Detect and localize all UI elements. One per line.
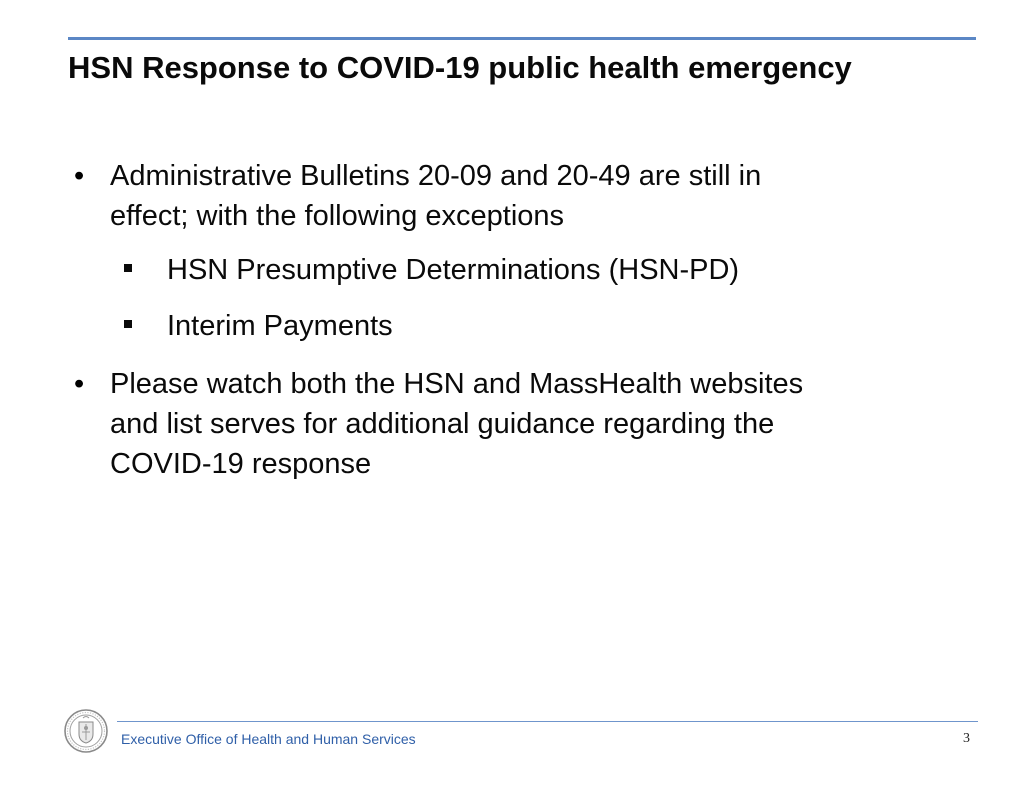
- bullet-line: COVID-19 response: [110, 448, 372, 480]
- bullet-line: and list serves for additional guidance regarding the: [110, 408, 775, 440]
- page-number: 3: [963, 731, 970, 746]
- title-divider: [68, 37, 976, 40]
- massachusetts-seal-icon: [63, 708, 109, 754]
- footer-organization: Executive Office of Health and Human Services: [121, 731, 416, 747]
- bullet-item: [110, 156, 990, 236]
- sub-bullet-marker: [124, 320, 132, 328]
- bullet-line: effect; with the following exceptions: [110, 200, 565, 232]
- bullet-marker: •: [74, 160, 85, 192]
- sub-bullet-marker: [124, 264, 132, 272]
- footer-divider: [117, 721, 978, 722]
- bullet-item: [110, 364, 990, 484]
- bullet-line: Administrative Bulletins 20-09 and 20-49 are still in: [110, 160, 762, 192]
- sub-bullet-item: HSN Presumptive Determinations (HSN-PD): [167, 254, 740, 286]
- sub-bullet-item: Interim Payments: [167, 310, 393, 342]
- bullet-marker: •: [74, 368, 85, 400]
- bullet-line: Please watch both the HSN and MassHealth websites: [110, 368, 804, 400]
- slide-title: HSN Response to COVID-19 public health emergency: [68, 50, 852, 85]
